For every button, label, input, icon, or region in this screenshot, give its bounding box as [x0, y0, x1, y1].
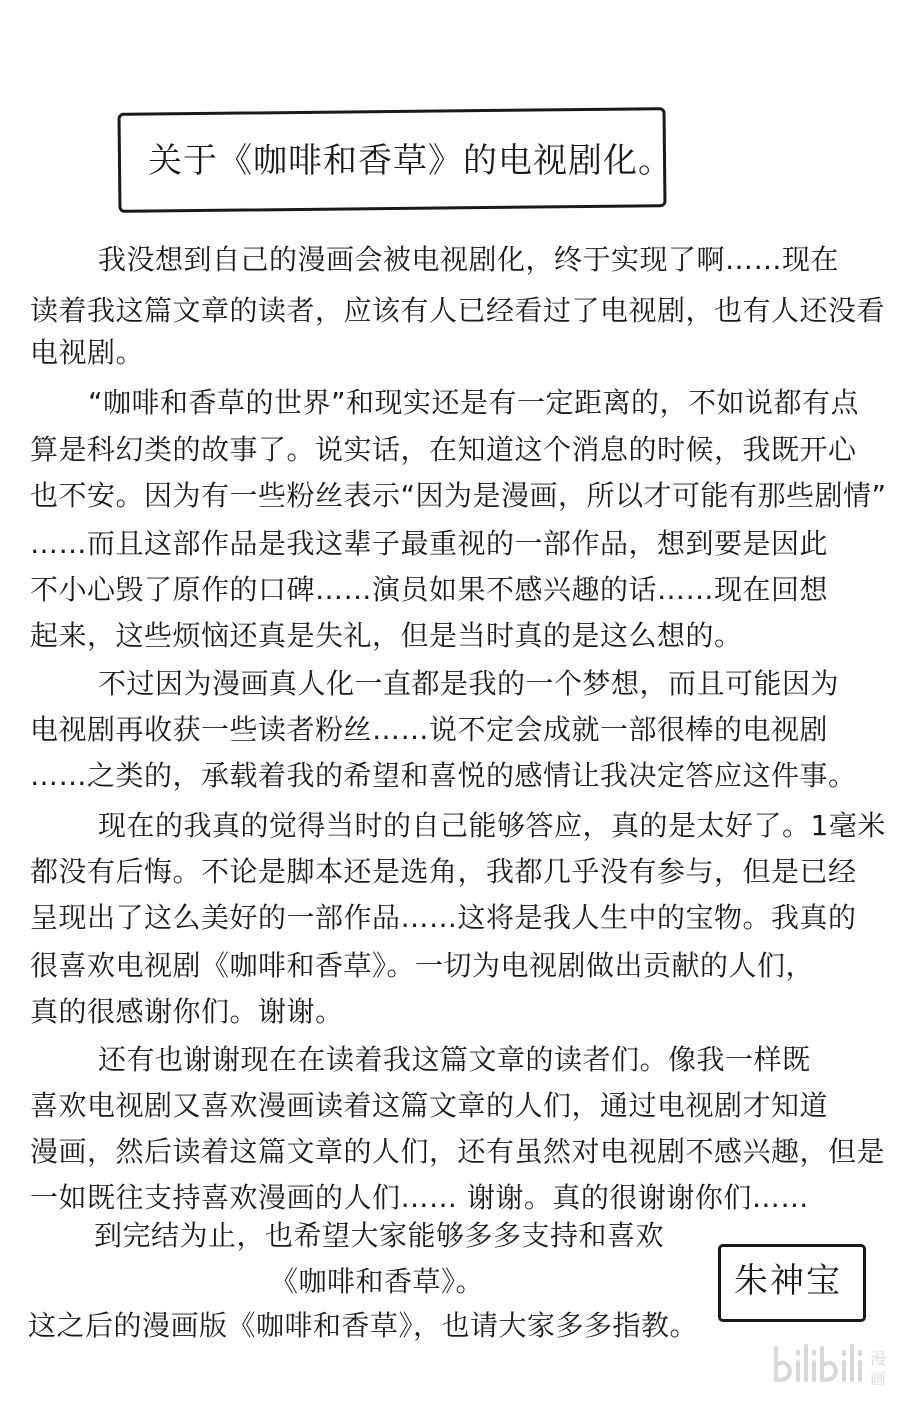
text-line: 现在的我真的觉得当时的自己能够答应，真的是太好了。1毫米 — [98, 809, 886, 842]
bilibili-logo-icon — [770, 1340, 890, 1392]
text-line: 漫画，然后读着这篇文章的人们，还有虽然对电视剧不感兴趣，但是 — [30, 1135, 886, 1168]
text-line: 很喜欢电视剧《咖啡和香草》。一切为电视剧做出贡献的人们， — [30, 949, 815, 982]
text-line: 也不安。因为有一些粉丝表示“因为是漫画，所以才可能有那些剧情” — [30, 479, 887, 512]
text-line: 电视剧再收获一些读者粉丝……说不定会成就一部很棒的电视剧 — [30, 713, 829, 746]
text-line: 《咖啡和香草》。 — [270, 1265, 485, 1298]
text-line: 我没想到自己的漫画会被电视剧化，终于实现了啊……现在 — [98, 243, 840, 276]
text-line: 都没有后悔。不论是脚本还是选角，我都几乎没有参与，但是已经 — [30, 855, 857, 888]
svg-text:漫: 漫 — [870, 1349, 887, 1368]
author-signature: 朱神宝 — [734, 1261, 842, 1301]
text-line: 真的很感谢你们。谢谢。 — [30, 995, 344, 1028]
text-line: 不过因为漫画真人化一直都是我的一个梦想，而且可能因为 — [98, 667, 840, 700]
text-line: 不小心毁了原作的口碑……演员如果不感兴趣的话……现在回想 — [30, 573, 829, 606]
text-line: 算是科幻类的故事了。说实话，在知道这个消息的时候，我既开心 — [30, 433, 857, 466]
text-line: ……之类的，承载着我的希望和喜悦的感情让我决定答应这件事。 — [30, 759, 857, 792]
text-line: 这之后的漫画版《咖啡和香草》，也请大家多多指教。 — [28, 1309, 699, 1342]
text-line: 到完结为止，也希望大家能够多多支持和喜欢 — [94, 1219, 665, 1252]
page-title: 关于《咖啡和香草》的电视剧化。 — [148, 141, 673, 181]
text-line: 起来，这些烦恼还真是失礼，但是当时真的是这么想的。 — [30, 619, 743, 652]
text-line: 喜欢电视剧又喜欢漫画读着这篇文章的人们，通过电视剧才知道 — [30, 1089, 829, 1122]
text-line: “咖啡和香草的世界”和现实还是有一定距离的，不如说都有点 — [88, 386, 860, 419]
text-line: 呈现出了这么美好的一部作品……这将是我人生中的宝物。我真的 — [30, 901, 857, 934]
svg-text:画: 画 — [870, 1369, 887, 1388]
text-line: 电视剧。 — [30, 336, 145, 369]
text-line: 读着我这篇文章的读者，应该有人已经看过了电视剧，也有人还没看 — [30, 294, 886, 327]
text-line: ……而且这部作品是我这辈子最重视的一部作品，想到要是因此 — [30, 527, 829, 560]
text-line: 一如既往支持喜欢漫画的人们…… 谢谢。真的很谢谢你们…… — [30, 1181, 809, 1214]
text-line: 还有也谢谢现在在读着我这篇文章的读者们。像我一样既 — [98, 1043, 811, 1076]
bilibili-watermark — [770, 1340, 890, 1392]
